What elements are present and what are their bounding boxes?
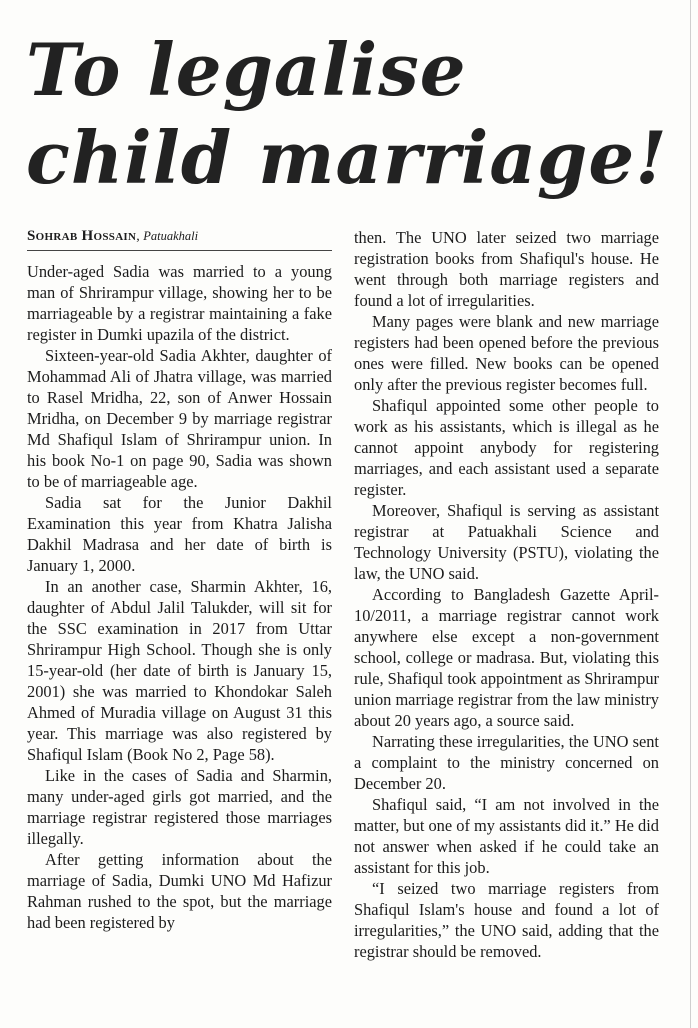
headline: To legalise child marriage! <box>26 27 668 200</box>
paragraph: In an another case, Sharmin Akhter, 16, daughter of Abdul Jalil Talukder, will sit for the SSC examination in 2017 from Uttar Shrirampur High School. Though she is only 15-year-old (her date of birth is January 15, 2001) she was married to Khondokar Saleh Ahmed of Muradia village on August 31 this year. This marriage was also registered by Shafiqul Islam (Book No 2, Page 58). <box>27 577 332 764</box>
byline-separator: , <box>136 229 140 244</box>
paragraph: Sadia sat for the Junior Dakhil Examination this year from Khatra Jalisha Dakhil Madrasa and her date of birth is January 1, 2000. <box>27 493 332 575</box>
paragraph: Under-aged Sadia was married to a young man of Shrirampur village, showing her to be marriageable by a registrar maintaining a fake register in Dumki upazila of the district. <box>27 262 332 344</box>
byline-place: Patuakhali <box>143 229 199 243</box>
paragraph: “I seized two marriage registers from Shafiqul Islam's house and found a lot of irregularities,” the UNO said, adding that the registrar should be removed. <box>354 879 659 961</box>
paragraph: Like in the cases of Sadia and Sharmin, many under-aged girls got married, and the marriage registrar registered those marriages illegally. <box>27 766 332 848</box>
paragraph: Shafiqul appointed some other people to work as his assistants, which is illegal as he cannot appoint anybody for registering marriages, and each assistant used a separate register. <box>354 396 659 499</box>
paragraph: According to Bangladesh Gazette April-10/2011, a marriage registrar cannot work anywhere else except a non-government school, college or madrasa. But, violating this rule, Shafiqul took appointment as Shrirampur union marriage registrar from the law ministry about 20 years ago, a source said. <box>354 585 659 730</box>
article-column-right <box>354 227 659 962</box>
byline <box>27 225 332 251</box>
paragraph: After getting information about the marriage of Sadia, Dumki UNO Md Hafizur Rahman rushed to the spot, but the marriage had been registered by <box>27 850 332 932</box>
paragraph: Moreover, Shafiqul is serving as assistant registrar at Patuakhali Science and Technology University (PSTU), violating the law, the UNO said. <box>354 501 659 583</box>
page-edge-rule <box>690 0 691 1028</box>
paragraph: Shafiqul said, “I am not involved in the matter, but one of my assistants did it.” He did not answer when asked if he could take an assistant for this job. <box>354 795 659 877</box>
byline-author: Sohrab Hossain <box>27 228 137 244</box>
article-column-left <box>27 225 332 933</box>
paragraph: Narrating these irregularities, the UNO sent a complaint to the ministry concerned on December 20. <box>354 732 659 793</box>
paragraph: then. The UNO later seized two marriage registration books from Shafiqul's house. He went through both marriage registers and found a lot of irregularities. <box>354 228 659 310</box>
paragraph: Many pages were blank and new marriage registers had been opened before the previous ones were filled. New books can be opened only after the previous register becomes full. <box>354 312 659 394</box>
paragraph: Sixteen-year-old Sadia Akhter, daughter of Mohammad Ali of Jhatra village, was married to Rasel Mridha, 22, son of Anwer Hossain Mridha, on December 9 by marriage registrar Md Shafiqul Islam of Shrirampur union. In his book No-1 on page 90, Sadia was shown to be of marriageable age. <box>27 346 332 491</box>
